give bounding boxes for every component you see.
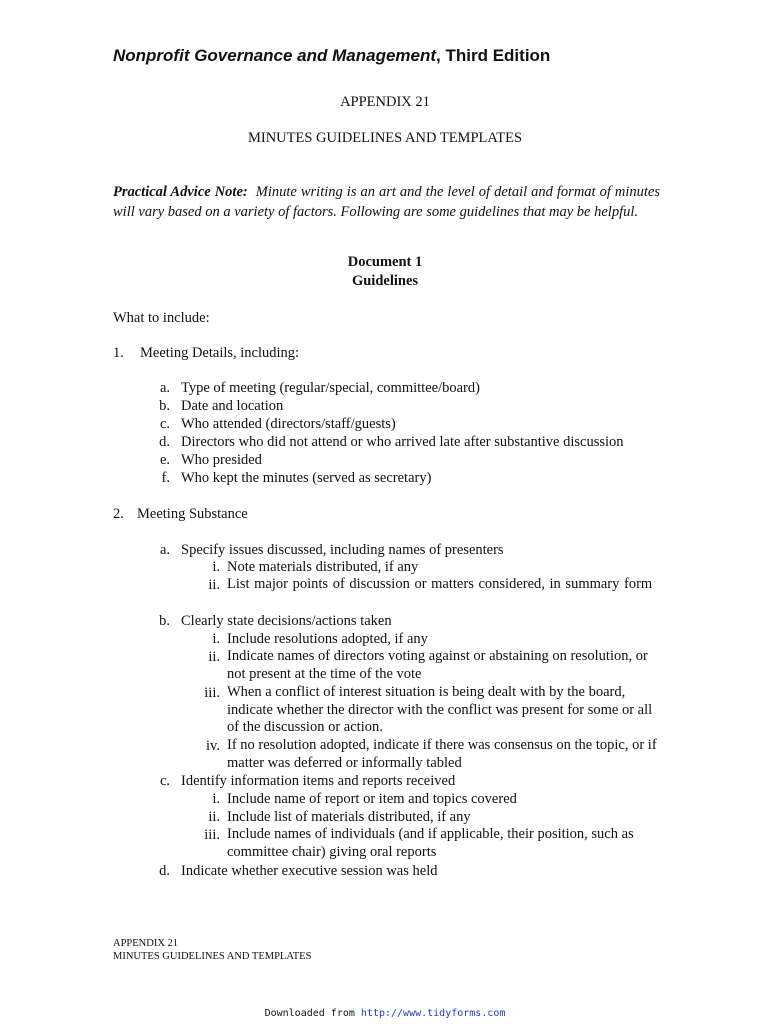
section1-title: Meeting Details, including: xyxy=(140,345,300,361)
book-title-italic: Nonprofit Governance and Management xyxy=(113,46,437,65)
sub-item-number: i. xyxy=(212,791,220,807)
item-letter: c. xyxy=(159,773,170,789)
item-letter: e. xyxy=(159,452,170,468)
sub-item-number: iv. xyxy=(206,738,220,754)
sub-item: Include resolutions adopted, if any xyxy=(227,631,428,647)
item-letter: b. xyxy=(159,613,170,629)
document-subtitle: Guidelines xyxy=(351,273,419,289)
section2-title: Meeting Substance xyxy=(137,506,248,522)
item-letter: c. xyxy=(159,416,170,432)
sub-item-number: iii. xyxy=(204,685,220,701)
note-text: Minute writing is an art and the level of detail and format of minutes will vary based on a variety of factors. Following are some guidelines that may be helpful. xyxy=(113,184,660,220)
item-letter: b. xyxy=(159,398,170,414)
sub-item: Include names of individuals (and if applicable, their position, such as committee chair) giving oral reports xyxy=(227,826,634,860)
list-item: Clearly state decisions/actions taken xyxy=(181,613,392,629)
list-item: Indicate whether executive session was held xyxy=(181,863,438,879)
sub-item: When a conflict of interest situation is being dealt with by the board, indicate whether the director with the conflict was present for some or all of the discussion or action. xyxy=(227,684,653,735)
document-title: Document 1 xyxy=(347,254,423,270)
item-letter: d. xyxy=(159,434,170,450)
item-letter: a. xyxy=(159,542,170,558)
item-letter: f. xyxy=(161,470,170,486)
sub-item-number: ii. xyxy=(208,649,220,665)
sub-item: Note materials distributed, if any xyxy=(227,559,419,575)
sub-item-number: iii. xyxy=(204,827,220,843)
sub-item: List major points of discussion or matters considered, in summary form xyxy=(227,576,653,592)
footer-appendix: APPENDIX 21 xyxy=(113,938,179,949)
section1-number: 1. xyxy=(113,345,124,361)
sub-item: Include name of report or item and topics covered xyxy=(227,791,517,807)
book-title xyxy=(113,46,550,66)
section2-number: 2. xyxy=(113,506,124,522)
book-title-edition: , Third Edition xyxy=(436,46,551,65)
item-letter: d. xyxy=(159,863,170,879)
list-item: Date and location xyxy=(181,398,284,414)
sub-item: Include list of materials distributed, if any xyxy=(227,809,471,825)
list-item: Specify issues discussed, including names of presenters xyxy=(181,542,504,558)
list-item: Who presided xyxy=(181,452,262,468)
download-link[interactable]: http://www.tidyforms.com xyxy=(360,1008,506,1019)
sub-item-number: i. xyxy=(212,631,220,647)
sub-item: If no resolution adopted, indicate if there was consensus on the topic, or if matter was deferred or informally tabled xyxy=(227,737,657,771)
item-letter: a. xyxy=(159,380,170,396)
sub-item: Indicate names of directors voting against or abstaining on resolution, or not present at the time of the vote xyxy=(227,648,648,682)
appendix-label: APPENDIX 21 xyxy=(340,94,430,110)
list-item: Directors who did not attend or who arrived late after substantive discussion xyxy=(181,434,624,450)
list-item: Who attended (directors/staff/guests) xyxy=(181,416,396,432)
list-item: Who kept the minutes (served as secretary) xyxy=(181,470,432,486)
sub-item-number: i. xyxy=(212,559,220,575)
practical-advice-note xyxy=(113,182,660,222)
note-label: Practical Advice Note: xyxy=(113,184,248,200)
download-prefix: Downloaded from xyxy=(264,1008,361,1019)
appendix-subtitle: MINUTES GUIDELINES AND TEMPLATES xyxy=(247,130,523,146)
list-item: Identify information items and reports received xyxy=(181,773,456,789)
sub-item-number: ii. xyxy=(208,809,220,825)
list-item: Type of meeting (regular/special, committee/board) xyxy=(181,380,480,396)
intro-text: What to include: xyxy=(113,310,210,326)
sub-item-number: ii. xyxy=(208,577,220,593)
download-notice xyxy=(0,1008,770,1019)
footer-subtitle: MINUTES GUIDELINES AND TEMPLATES xyxy=(113,951,312,962)
